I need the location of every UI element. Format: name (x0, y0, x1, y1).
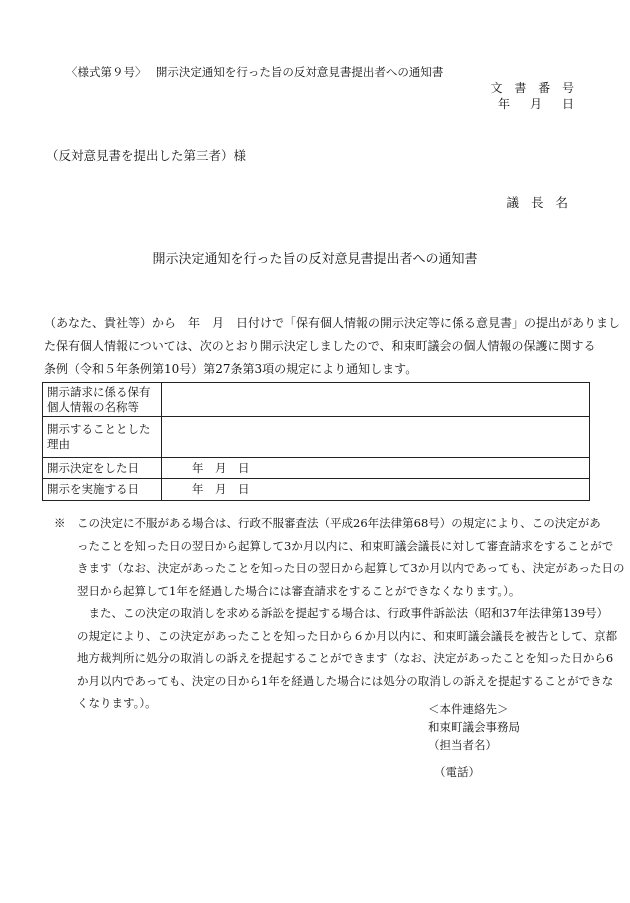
contact-block (428, 700, 520, 754)
contact-person: （担当者名） (428, 738, 497, 752)
contact-office: 和束町議会事務局 (428, 720, 520, 734)
table-row-value (162, 383, 590, 417)
body-line: 条例（令和５年条例第10号）第27条第3項の規定により通知します。 (44, 362, 418, 376)
table-row-value: 年 月 日 (162, 479, 590, 501)
label-line: 個人情報の名称等 (47, 399, 139, 414)
label-line: 開示決定をした日 (47, 460, 139, 475)
form-number-label: 〈様式第９号〉 開示決定通知を行った旨の反対意見書提出者への通知書 (66, 65, 444, 79)
notice-line: 地方裁判所に処分の取消しの訴えを提起することができます（なお、決定があったことを知った日から6 (54, 651, 614, 665)
recipient-line: （反対意見書を提出した第三者）様 (46, 148, 247, 163)
table-row (43, 458, 590, 479)
body-line: （あなた、貴社等）から 年 月 日付けで「保有個人情報の開示決定等に係る意見書」の提出がありまし (44, 316, 621, 330)
document-title: 開示決定通知を行った旨の反対意見書提出者への通知書 (152, 252, 478, 267)
notification-table (42, 382, 590, 501)
label-line: 開示請求に係る保有 (47, 384, 151, 399)
table-row-value: 年 月 日 (162, 458, 590, 479)
notice-line: くなります。）。 (54, 696, 157, 710)
table-row-label (43, 383, 162, 417)
notice-line: きます（なお、決定があったことを知った日の翌日から起算して3か月以内であっても、決定があった日の (54, 561, 625, 575)
table-row (43, 383, 590, 417)
table-row-value (162, 417, 590, 458)
body-paragraph (44, 312, 621, 381)
document-number: 文 書 番 号 (490, 81, 578, 95)
table-row-label (43, 417, 162, 458)
table-row-label (43, 479, 162, 501)
label-line: 開示することとした (47, 422, 151, 436)
table-row (43, 417, 590, 458)
label-line: 開示を実施する日 (47, 482, 139, 496)
notice-line: ※ この決定に不服がある場合は、行政不服審査法（平成26年法律第68号）の規定により、この決定があ (54, 516, 601, 530)
notice-line: また、この決定の取消しを求める訴訟を提起する場合は、行政事件訴訟法（昭和37年法律第139号） (54, 606, 609, 620)
notice-line: の規定により、この決定があったことを知った日から６か月以内に、和束町議会議長を被告として、京都 (54, 628, 618, 643)
contact-heading: ＜本件連絡先＞ (428, 702, 509, 716)
body-line: た保有個人情報については、次のとおり開示決定しましたので、和束町議会の個人情報の保護に関する (44, 339, 596, 353)
document-date: 年 月 日 (497, 97, 578, 111)
table-row (43, 479, 590, 501)
contact-phone: （電話） (434, 765, 480, 779)
appeal-notice (54, 512, 625, 715)
notice-line: か月以内であっても、決定の日から1年を経過した場合には処分の取消しの訴えを提起することができな (54, 673, 614, 688)
label-line: 理由 (47, 437, 70, 451)
notice-line: 翌日から起算して1年を経過した場合には審査請求をすることができなくなります。）。 (54, 583, 521, 598)
table-row-label (43, 458, 162, 479)
sender-name: 議 長 名 (506, 195, 572, 210)
notice-line: ったことを知った日の翌日から起算して3か月以内に、和束町議会議長に対して審査請求をすることがで (54, 538, 614, 553)
